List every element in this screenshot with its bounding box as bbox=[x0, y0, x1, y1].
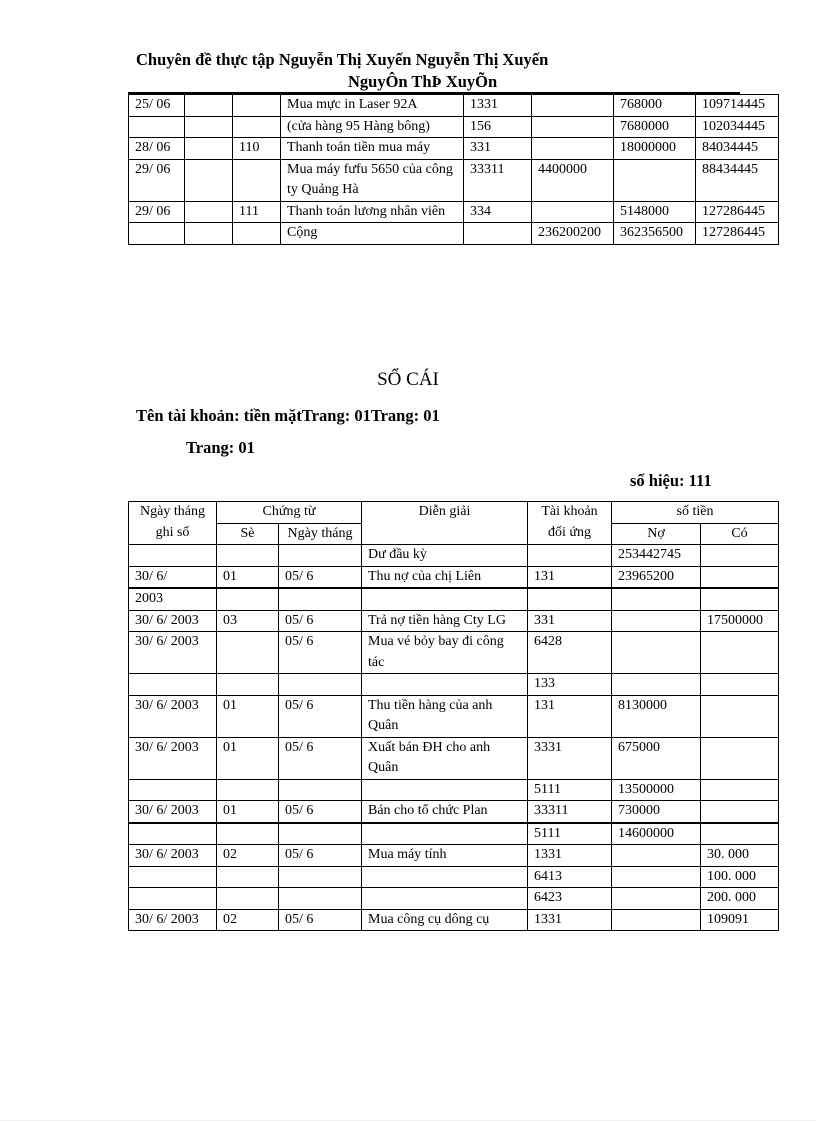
ledger-header-row bbox=[129, 502, 779, 524]
table-cell: 18000000 bbox=[614, 138, 696, 160]
table-cell: 111 bbox=[233, 201, 281, 223]
table-cell: 30/ 6/ 2003 bbox=[129, 801, 217, 823]
table-cell: 133 bbox=[528, 674, 612, 696]
table-cell: 768000 bbox=[614, 95, 696, 117]
table-cell bbox=[362, 888, 528, 910]
ledger-row bbox=[129, 823, 779, 845]
table-cell: 730000 bbox=[612, 801, 701, 823]
ledger-row bbox=[129, 801, 779, 823]
table-cell: Bán cho tổ chức Plan bbox=[362, 801, 528, 823]
table-cell: Mua công cụ dông cụ bbox=[362, 909, 528, 931]
table-cell: 110 bbox=[233, 138, 281, 160]
table-cell: 6423 bbox=[528, 888, 612, 910]
table-cell: 6413 bbox=[528, 866, 612, 888]
table-cell bbox=[612, 674, 701, 696]
table-cell bbox=[532, 95, 614, 117]
ledger-row bbox=[129, 779, 779, 801]
table-cell: 30/ 6/ 2003 bbox=[129, 610, 217, 632]
table-cell bbox=[129, 866, 217, 888]
table-cell: Cộng bbox=[281, 223, 464, 245]
table-cell: Thanh toán tiền mua máy bbox=[281, 138, 464, 160]
table-cell bbox=[129, 116, 185, 138]
ledger-row bbox=[129, 888, 779, 910]
table-cell: 05/ 6 bbox=[279, 610, 362, 632]
table-cell: Mua mực in Laser 92A bbox=[281, 95, 464, 117]
table-cell: 29/ 06 bbox=[129, 201, 185, 223]
table-cell bbox=[233, 159, 281, 201]
table-cell: 30/ 6/ 2003 bbox=[129, 737, 217, 779]
table-cell bbox=[614, 159, 696, 201]
table-cell bbox=[185, 116, 233, 138]
journal-table bbox=[128, 94, 779, 245]
table-cell bbox=[279, 588, 362, 610]
journal-row bbox=[129, 201, 779, 223]
table-cell: 5148000 bbox=[614, 201, 696, 223]
table-cell: 30/ 6/ 2003 bbox=[129, 632, 217, 674]
table-cell bbox=[701, 823, 779, 845]
account-name-line: Tên tài khoản: tiền mặtTrang: 01Trang: 01 bbox=[136, 406, 440, 425]
table-cell: 29/ 06 bbox=[129, 159, 185, 201]
table-cell bbox=[612, 845, 701, 867]
document-header-title: Chuyên đề thực tập Nguyễn Thị Xuyến Nguyễn Thị Xuyến bbox=[136, 50, 549, 69]
table-cell: 30. 000 bbox=[701, 845, 779, 867]
table-cell: 05/ 6 bbox=[279, 566, 362, 588]
table-cell: 4400000 bbox=[532, 159, 614, 201]
table-cell bbox=[129, 779, 217, 801]
table-cell: 02 bbox=[217, 909, 279, 931]
table-cell: 236200200 bbox=[532, 223, 614, 245]
table-cell: 331 bbox=[464, 138, 532, 160]
table-cell: 127286445 bbox=[696, 223, 779, 245]
ledger-row bbox=[129, 845, 779, 867]
header-amount: số tiền bbox=[612, 502, 779, 524]
table-cell: 30/ 6/ 2003 bbox=[129, 695, 217, 737]
table-cell bbox=[217, 823, 279, 845]
table-cell: 30/ 6/ 2003 bbox=[129, 845, 217, 867]
ledger-row bbox=[129, 674, 779, 696]
table-cell: 5111 bbox=[528, 779, 612, 801]
table-cell bbox=[185, 159, 233, 201]
table-cell bbox=[185, 201, 233, 223]
table-cell bbox=[217, 588, 279, 610]
table-cell bbox=[701, 801, 779, 823]
table-cell: 331 bbox=[528, 610, 612, 632]
table-cell bbox=[701, 632, 779, 674]
table-cell: 84034445 bbox=[696, 138, 779, 160]
table-cell bbox=[701, 588, 779, 610]
table-cell: 5111 bbox=[528, 823, 612, 845]
ledger-row bbox=[129, 632, 779, 674]
ledger-row bbox=[129, 545, 779, 567]
table-cell: 362356500 bbox=[614, 223, 696, 245]
table-cell: 05/ 6 bbox=[279, 801, 362, 823]
table-cell: 01 bbox=[217, 801, 279, 823]
table-cell bbox=[701, 545, 779, 567]
table-cell: 25/ 06 bbox=[129, 95, 185, 117]
table-cell bbox=[217, 545, 279, 567]
table-cell: 17500000 bbox=[701, 610, 779, 632]
table-cell: 131 bbox=[528, 695, 612, 737]
table-cell: 88434445 bbox=[696, 159, 779, 201]
header-debit: Nợ bbox=[612, 523, 701, 545]
table-cell: 03 bbox=[217, 610, 279, 632]
table-cell bbox=[701, 737, 779, 779]
table-cell bbox=[701, 566, 779, 588]
header-date: Ngày tháng ghi sổ bbox=[129, 502, 217, 545]
table-cell bbox=[528, 588, 612, 610]
table-cell: Mua máy tính bbox=[362, 845, 528, 867]
ledger-row bbox=[129, 610, 779, 632]
table-cell: Thu tiền hàng của anh Quân bbox=[362, 695, 528, 737]
ledger-row bbox=[129, 588, 779, 610]
table-cell bbox=[362, 588, 528, 610]
table-cell: Trả nợ tiền hàng Cty LG bbox=[362, 610, 528, 632]
journal-row bbox=[129, 138, 779, 160]
table-cell: 1331 bbox=[528, 909, 612, 931]
table-cell bbox=[217, 674, 279, 696]
table-cell bbox=[217, 779, 279, 801]
table-cell: 2003 bbox=[129, 588, 217, 610]
table-cell bbox=[217, 632, 279, 674]
table-cell bbox=[279, 779, 362, 801]
table-cell bbox=[129, 823, 217, 845]
table-cell: 100. 000 bbox=[701, 866, 779, 888]
table-cell bbox=[185, 223, 233, 245]
table-cell bbox=[701, 695, 779, 737]
table-cell bbox=[612, 632, 701, 674]
table-cell: 200. 000 bbox=[701, 888, 779, 910]
table-cell: 28/ 06 bbox=[129, 138, 185, 160]
table-cell: 334 bbox=[464, 201, 532, 223]
table-cell: 675000 bbox=[612, 737, 701, 779]
table-cell bbox=[532, 116, 614, 138]
table-cell bbox=[532, 138, 614, 160]
ledger-row bbox=[129, 909, 779, 931]
table-cell: 14600000 bbox=[612, 823, 701, 845]
header-contra-account: Tài khoản đối ứng bbox=[528, 502, 612, 545]
journal-row bbox=[129, 159, 779, 201]
table-cell: 109091 bbox=[701, 909, 779, 931]
table-cell: 05/ 6 bbox=[279, 737, 362, 779]
table-cell: (cửa hàng 95 Hàng bông) bbox=[281, 116, 464, 138]
table-cell: Mua máy fưfu 5650 của công ty Quảng Hà bbox=[281, 159, 464, 201]
table-cell bbox=[612, 888, 701, 910]
table-cell bbox=[217, 866, 279, 888]
table-cell: 127286445 bbox=[696, 201, 779, 223]
header-credit: Có bbox=[701, 523, 779, 545]
journal-row bbox=[129, 95, 779, 117]
table-cell: 7680000 bbox=[614, 116, 696, 138]
table-cell: 33311 bbox=[464, 159, 532, 201]
table-cell bbox=[612, 610, 701, 632]
ledger-row bbox=[129, 737, 779, 779]
table-cell bbox=[612, 866, 701, 888]
table-cell: 05/ 6 bbox=[279, 909, 362, 931]
table-cell: Xuất bán ĐH cho anh Quân bbox=[362, 737, 528, 779]
table-cell bbox=[279, 545, 362, 567]
table-cell: 1331 bbox=[464, 95, 532, 117]
table-cell bbox=[185, 138, 233, 160]
table-cell bbox=[362, 779, 528, 801]
table-cell: 01 bbox=[217, 737, 279, 779]
table-cell: 30/ 6/ 2003 bbox=[129, 909, 217, 931]
ledger-row bbox=[129, 866, 779, 888]
table-cell: 01 bbox=[217, 695, 279, 737]
table-cell: Thanh toán lương nhân viên bbox=[281, 201, 464, 223]
table-cell bbox=[612, 588, 701, 610]
table-cell bbox=[279, 888, 362, 910]
table-cell bbox=[233, 223, 281, 245]
table-cell bbox=[279, 866, 362, 888]
table-cell bbox=[528, 545, 612, 567]
ledger-row bbox=[129, 566, 779, 588]
table-cell: 05/ 6 bbox=[279, 695, 362, 737]
table-cell: 05/ 6 bbox=[279, 632, 362, 674]
ledger-title: SỔ CÁI bbox=[377, 369, 439, 390]
table-cell: Mua vé bỏy bay đi công tác bbox=[362, 632, 528, 674]
table-cell: 131 bbox=[528, 566, 612, 588]
table-cell bbox=[701, 779, 779, 801]
table-cell bbox=[233, 116, 281, 138]
table-cell: 3331 bbox=[528, 737, 612, 779]
table-cell bbox=[279, 674, 362, 696]
table-cell bbox=[464, 223, 532, 245]
table-cell bbox=[362, 866, 528, 888]
table-cell: 30/ 6/ bbox=[129, 566, 217, 588]
table-cell bbox=[612, 909, 701, 931]
table-cell: 6428 bbox=[528, 632, 612, 674]
table-cell: 23965200 bbox=[612, 566, 701, 588]
table-cell: 102034445 bbox=[696, 116, 779, 138]
journal-row bbox=[129, 116, 779, 138]
table-cell bbox=[532, 201, 614, 223]
table-cell bbox=[185, 95, 233, 117]
header-description: Diễn giải bbox=[362, 502, 528, 545]
ledger-row bbox=[129, 695, 779, 737]
table-cell: 156 bbox=[464, 116, 532, 138]
header-voucher-number: Sè bbox=[217, 523, 279, 545]
table-cell: 02 bbox=[217, 845, 279, 867]
header-voucher-date: Ngày tháng bbox=[279, 523, 362, 545]
table-cell bbox=[279, 823, 362, 845]
table-cell: 13500000 bbox=[612, 779, 701, 801]
page-footer-rule bbox=[0, 1120, 816, 1121]
table-cell bbox=[233, 95, 281, 117]
table-cell bbox=[129, 545, 217, 567]
table-cell: 33311 bbox=[528, 801, 612, 823]
table-cell: Dư đầu kỳ bbox=[362, 545, 528, 567]
table-cell: 05/ 6 bbox=[279, 845, 362, 867]
table-cell: 8130000 bbox=[612, 695, 701, 737]
table-cell: 253442745 bbox=[612, 545, 701, 567]
header-voucher: Chứng từ bbox=[217, 502, 362, 524]
table-cell bbox=[129, 888, 217, 910]
table-cell bbox=[129, 674, 217, 696]
ledger-table bbox=[128, 501, 779, 931]
table-cell: 01 bbox=[217, 566, 279, 588]
table-cell bbox=[217, 888, 279, 910]
account-number-line: số hiệu: 111 bbox=[630, 471, 712, 490]
document-header-subtitle: NguyÔn ThÞ XuyÕn bbox=[348, 72, 498, 91]
table-cell bbox=[129, 223, 185, 245]
table-cell: 109714445 bbox=[696, 95, 779, 117]
page-number-line: Trang: 01 bbox=[186, 438, 255, 457]
table-cell: 1331 bbox=[528, 845, 612, 867]
table-cell bbox=[362, 674, 528, 696]
table-cell bbox=[362, 823, 528, 845]
table-cell bbox=[701, 674, 779, 696]
journal-row bbox=[129, 223, 779, 245]
table-cell: Thu nợ của chị Liên bbox=[362, 566, 528, 588]
